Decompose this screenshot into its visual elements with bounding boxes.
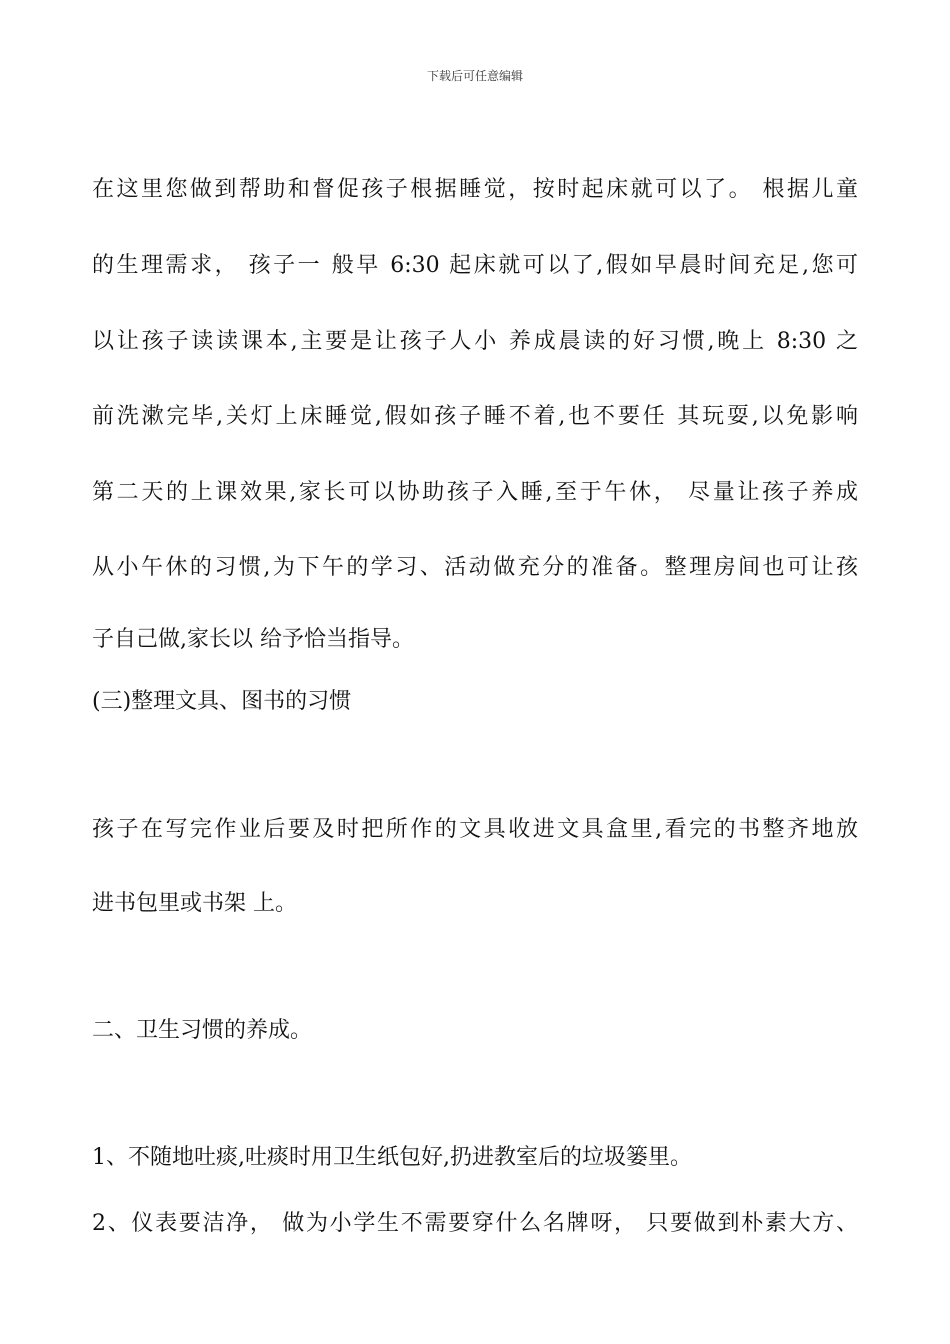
paragraph-line-9: 进书包里或书架 上。	[92, 891, 297, 916]
list-item-1: 1、不随地吐痰,吐痰时用卫生纸包好,扔进教室后的垃圾篓里。	[92, 1145, 692, 1170]
section-heading-2: 二、卫生习惯的养成。	[92, 1018, 313, 1043]
paragraph-line-6: 从小午休的习惯,为下午的学习、活动做充分的准备。整理房间也可让孩	[92, 555, 858, 580]
paragraph-line-1: 在这里您做到帮助和督促孩子根据睡觉，按时起床就可以了。 根据儿童	[92, 177, 858, 202]
paragraph-line-4: 前洗漱完毕,关灯上床睡觉,假如孩子睡不着,也不要任 其玩耍,以免影响	[92, 404, 858, 429]
list-item-2: 2、仪表要洁净， 做为小学生不需要穿什么名牌呀， 只要做到朴素大方、	[92, 1211, 858, 1236]
paragraph-line-7: 子自己做,家长以 给予恰当指导。	[92, 627, 414, 652]
paragraph-line-3: 以让孩子读读课本,主要是让孩子人小 养成晨读的好习惯,晚上 8:30 之	[92, 329, 858, 354]
page-header: 下载后可任意编辑	[426, 69, 523, 83]
paragraph-line-5: 第二天的上课效果,家长可以协助孩子入睡,至于午休， 尽量让孩子养成	[92, 480, 858, 505]
paragraph-line-2: 的生理需求， 孩子一 般早 6:30 起床就可以了,假如早晨时间充足,您可	[92, 253, 858, 278]
paragraph-line-8: 孩子在写完作业后要及时把所作的文具收进文具盒里,看完的书整齐地放	[92, 817, 858, 842]
section-heading-3: (三)整理文具、图书的习惯	[92, 689, 352, 714]
